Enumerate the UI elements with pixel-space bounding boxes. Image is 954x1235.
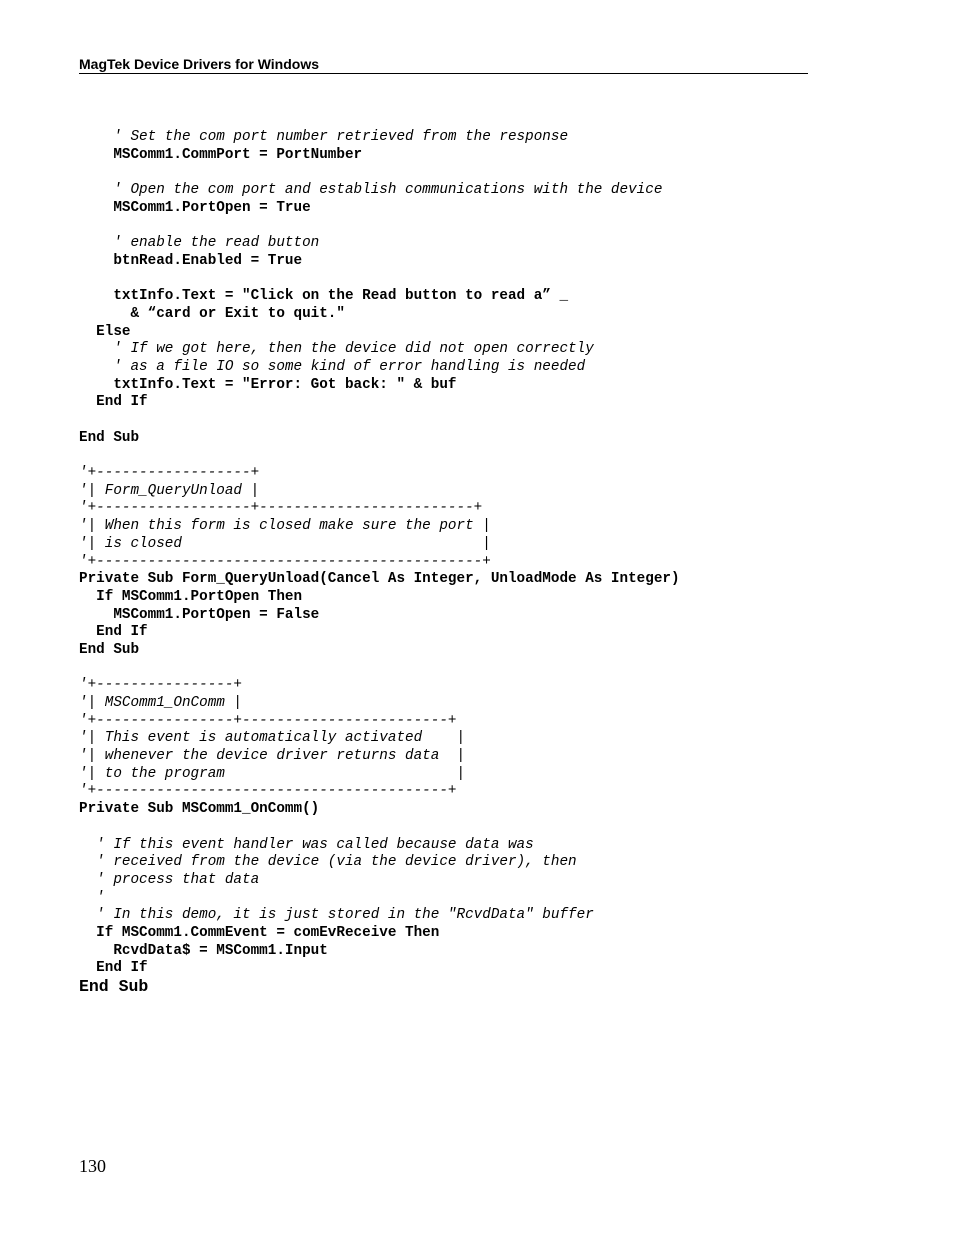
code-comment-line: '| is closed |	[79, 535, 491, 552]
code-line: End If	[79, 960, 148, 977]
code-line: End Sub	[79, 429, 140, 446]
blank-line	[79, 217, 939, 235]
blank-line	[79, 819, 939, 837]
blank-line	[79, 412, 939, 430]
code-line: btnRead.Enabled = True	[79, 252, 303, 269]
code-comment-line: ' as a file IO so some kind of error handling is needed	[79, 358, 586, 375]
code-comment-line: '| whenever the device driver returns data |	[79, 748, 466, 765]
code-comment-line: ' Set the com port number retrieved from the response	[79, 129, 569, 145]
code-comment-line: ' If this event handler was called because data was	[79, 836, 534, 853]
code-line: End If	[79, 394, 148, 411]
code-line: & “card or Exit to quit."	[79, 305, 345, 322]
code-line: End If	[79, 624, 148, 641]
code-comment-line: '+------------------+-------------------------+	[79, 500, 483, 517]
code-comment-line: '| to the program |	[79, 765, 466, 782]
blank-line	[79, 164, 939, 182]
code-comment-line: ' In this demo, it is just stored in the "RcvdData" buffer	[79, 907, 594, 924]
running-header: MagTek Device Drivers for Windows	[79, 56, 808, 74]
code-line: Private Sub MSComm1_OnComm()	[79, 801, 320, 818]
blank-line	[79, 660, 939, 678]
code-comment-line: '| Form_QueryUnload |	[79, 482, 260, 499]
code-comment-line: ' process that data	[79, 871, 260, 888]
code-comment-line: ' If we got here, then the device did not open correctly	[79, 341, 594, 358]
code-line: End Sub	[79, 641, 140, 658]
code-line: MSComm1.CommPort = PortNumber	[79, 146, 363, 163]
code-comment-line: '+------------------+	[79, 465, 260, 482]
page-number: 130	[79, 1156, 106, 1176]
code-comment-line: ' received from the device (via the device driver), then	[79, 854, 577, 871]
code-comment-line: '| When this form is closed make sure the port |	[79, 518, 491, 535]
code-line: MSComm1.PortOpen = False	[79, 606, 320, 623]
code-listing	[79, 129, 939, 996]
code-comment-line: '| MSComm1_OnComm |	[79, 695, 243, 711]
code-line: If MSComm1.PortOpen Then	[79, 588, 303, 605]
code-line: txtInfo.Text = "Error: Got back: " & buf	[79, 376, 457, 393]
code-comment-line: '	[79, 889, 105, 906]
code-line: If MSComm1.CommEvent = comEvReceive Then	[79, 924, 440, 941]
code-line: Else	[79, 323, 131, 340]
code-comment-line: ' Open the com port and establish communications with the device	[79, 182, 663, 199]
code-comment-line: '| This event is automatically activated |	[79, 730, 466, 747]
code-line: Private Sub Form_QueryUnload(Cancel As Integer, UnloadMode As Integer)	[79, 571, 680, 588]
code-comment-line: '+----------------+	[79, 677, 243, 694]
code-line: MSComm1.PortOpen = True	[79, 199, 311, 216]
code-line: txtInfo.Text = "Click on the Read button to read a” _	[79, 288, 569, 305]
code-line: End Sub	[79, 977, 149, 996]
code-comment-line: '+---------------------------------------------+	[79, 553, 491, 570]
code-comment-line: ' enable the read button	[79, 235, 320, 252]
blank-line	[79, 447, 939, 465]
code-comment-line: '+-----------------------------------------+	[79, 783, 457, 800]
code-comment-line: '+----------------+------------------------+	[79, 712, 457, 729]
blank-line	[79, 271, 939, 289]
code-line: RcvdData$ = MSComm1.Input	[79, 942, 328, 959]
